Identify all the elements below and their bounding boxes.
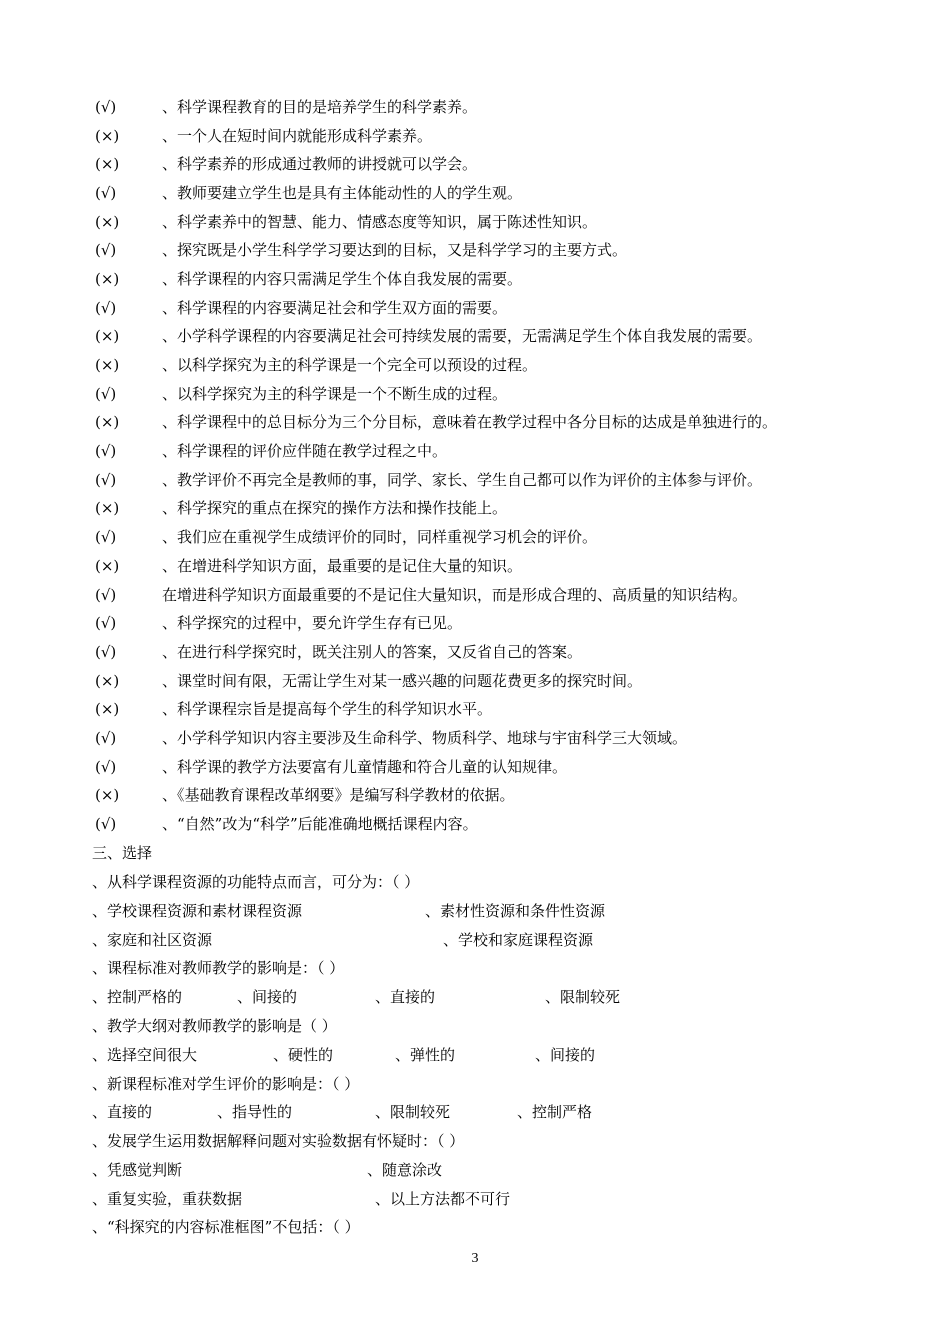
answer-mark: (×) bbox=[95, 413, 120, 431]
statement-text: 、科学课程中的总目标分为三个分目标，意味着在教学过程中各分目标的达成是单独进行的。 bbox=[162, 413, 778, 431]
answer-mark: (√) bbox=[95, 184, 117, 202]
statement-text: 、“自然”改为“科学”后能准确地概括课程内容。 bbox=[162, 815, 478, 833]
answer-mark: (×) bbox=[95, 557, 120, 575]
answer-mark: (×) bbox=[95, 672, 120, 690]
option-c: 、直接的 bbox=[375, 988, 436, 1006]
option-a: 、凭感觉判断 bbox=[92, 1161, 183, 1179]
option-b: 、硬性的 bbox=[273, 1046, 334, 1064]
statement-text: 、科学课程的内容要满足社会和学生双方面的需要。 bbox=[162, 299, 508, 317]
statement-text: 、科学课程的评价应伴随在教学过程之中。 bbox=[162, 442, 448, 460]
answer-mark: (×) bbox=[95, 127, 120, 145]
option-c: 、重复实验，重获数据 bbox=[92, 1190, 243, 1208]
statement-text: 、我们应在重视学生成绩评价的同时，同样重视学习机会的评价。 bbox=[162, 528, 598, 546]
statement-text: 、在增进科学知识方面，最重要的是记住大量的知识。 bbox=[162, 557, 523, 575]
option-b: 、素材性资源和条件性资源 bbox=[425, 902, 606, 920]
option-c: 、家庭和社区资源 bbox=[92, 931, 213, 949]
statement-text: 、科学探究的重点在探究的操作方法和操作技能上。 bbox=[162, 499, 508, 517]
option-b: 、间接的 bbox=[237, 988, 298, 1006]
option-d: 、以上方法都不可行 bbox=[375, 1190, 511, 1208]
answer-mark: (×) bbox=[95, 155, 120, 173]
answer-mark: (×) bbox=[95, 213, 120, 231]
answer-mark: (√) bbox=[95, 729, 117, 747]
answer-mark: (√) bbox=[95, 241, 117, 259]
answer-mark: (×) bbox=[95, 786, 120, 804]
answer-mark: (√) bbox=[95, 614, 117, 632]
question-text: 、“科探究的内容标准框图”不包括：（ ） bbox=[92, 1218, 360, 1236]
statement-text: 、探究既是小学生科学学习要达到的目标，又是科学学习的主要方式。 bbox=[162, 241, 628, 259]
page-number: 3 bbox=[471, 1251, 479, 1266]
statement-text: 、在进行科学探究时，既关注别人的答案，又反省自己的答案。 bbox=[162, 643, 583, 661]
answer-mark: (√) bbox=[95, 471, 117, 489]
statement-text: 、小学科学课程的内容要满足社会可持续发展的需要，无需满足学生个体自我发展的需要。 bbox=[162, 327, 763, 345]
statement-text: 、科学探究的过程中，要允许学生存有已见。 bbox=[162, 614, 463, 632]
question-text: 、课程标准对教师教学的影响是：（ ） bbox=[92, 959, 345, 977]
answer-mark: (√) bbox=[95, 758, 117, 776]
answer-mark: (×) bbox=[95, 700, 120, 718]
option-a: 、选择空间很大 bbox=[92, 1046, 198, 1064]
option-a: 、直接的 bbox=[92, 1103, 153, 1121]
option-c: 、限制较死 bbox=[375, 1103, 451, 1121]
statement-text: 、科学课的教学方法要富有儿童情趣和符合儿童的认知规律。 bbox=[162, 758, 568, 776]
answer-mark: (√) bbox=[95, 442, 117, 460]
answer-mark: (√) bbox=[95, 643, 117, 661]
answer-mark: (√) bbox=[95, 98, 117, 116]
option-d: 、间接的 bbox=[535, 1046, 596, 1064]
answer-mark: (×) bbox=[95, 356, 120, 374]
statement-text: 、小学科学知识内容主要涉及生命科学、物质科学、地球与宇宙科学三大领域。 bbox=[162, 729, 688, 747]
answer-mark: (√) bbox=[95, 299, 117, 317]
option-d: 、限制较死 bbox=[545, 988, 621, 1006]
question-text: 、发展学生运用数据解释问题对实验数据有怀疑时：（ ） bbox=[92, 1132, 465, 1150]
answer-mark: (×) bbox=[95, 327, 120, 345]
statement-text: 、教师要建立学生也是具有主体能动性的人的学生观。 bbox=[162, 184, 523, 202]
answer-mark: (√) bbox=[95, 586, 117, 604]
answer-mark: (√) bbox=[95, 385, 117, 403]
statement-text: 、科学课程的内容只需满足学生个体自我发展的需要。 bbox=[162, 270, 523, 288]
option-c: 、弹性的 bbox=[395, 1046, 456, 1064]
option-b: 、随意涂改 bbox=[367, 1161, 443, 1179]
section-title: 三、选择 bbox=[92, 844, 153, 862]
statement-text: 、课堂时间有限，无需让学生对某一感兴趣的问题花费更多的探究时间。 bbox=[162, 672, 643, 690]
option-b: 、指导性的 bbox=[217, 1103, 293, 1121]
option-a: 、学校课程资源和素材课程资源 bbox=[92, 902, 303, 920]
option-d: 、控制严格 bbox=[517, 1103, 593, 1121]
statement-text: 、以科学探究为主的科学课是一个完全可以预设的过程。 bbox=[162, 356, 538, 374]
question-text: 、教学大纲对教师教学的影响是（ ） bbox=[92, 1017, 337, 1035]
answer-mark: (×) bbox=[95, 270, 120, 288]
statement-text: 在增进科学知识方面最重要的不是记住大量知识，而是形成合理的、高质量的知识结构。 bbox=[162, 586, 748, 604]
statement-text: 、一个人在短时间内就能形成科学素养。 bbox=[162, 127, 433, 145]
option-a: 、控制严格的 bbox=[92, 988, 183, 1006]
statement-text: 、科学素养中的智慧、能力、情感态度等知识，属于陈述性知识。 bbox=[162, 213, 598, 231]
question-text: 、新课程标准对学生评价的影响是：（ ） bbox=[92, 1075, 360, 1093]
question-text: 、从科学课程资源的功能特点而言，可分为：（ ） bbox=[92, 873, 420, 891]
statement-text: 、以科学探究为主的科学课是一个不断生成的过程。 bbox=[162, 385, 508, 403]
option-d: 、学校和家庭课程资源 bbox=[443, 931, 594, 949]
statement-text: 、科学素养的形成通过教师的讲授就可以学会。 bbox=[162, 155, 478, 173]
statement-text: 、科学课程宗旨是提高每个学生的科学知识水平。 bbox=[162, 700, 493, 718]
answer-mark: (√) bbox=[95, 528, 117, 546]
statement-text: 、《基础教育课程改革纲要》是编写科学教材的依据。 bbox=[162, 786, 515, 804]
statement-text: 、科学课程教育的目的是培养学生的科学素养。 bbox=[162, 98, 478, 116]
answer-mark: (√) bbox=[95, 815, 117, 833]
statement-text: 、教学评价不再完全是教师的事，同学、家长、学生自己都可以作为评价的主体参与评价。 bbox=[162, 471, 763, 489]
answer-mark: (×) bbox=[95, 499, 120, 517]
